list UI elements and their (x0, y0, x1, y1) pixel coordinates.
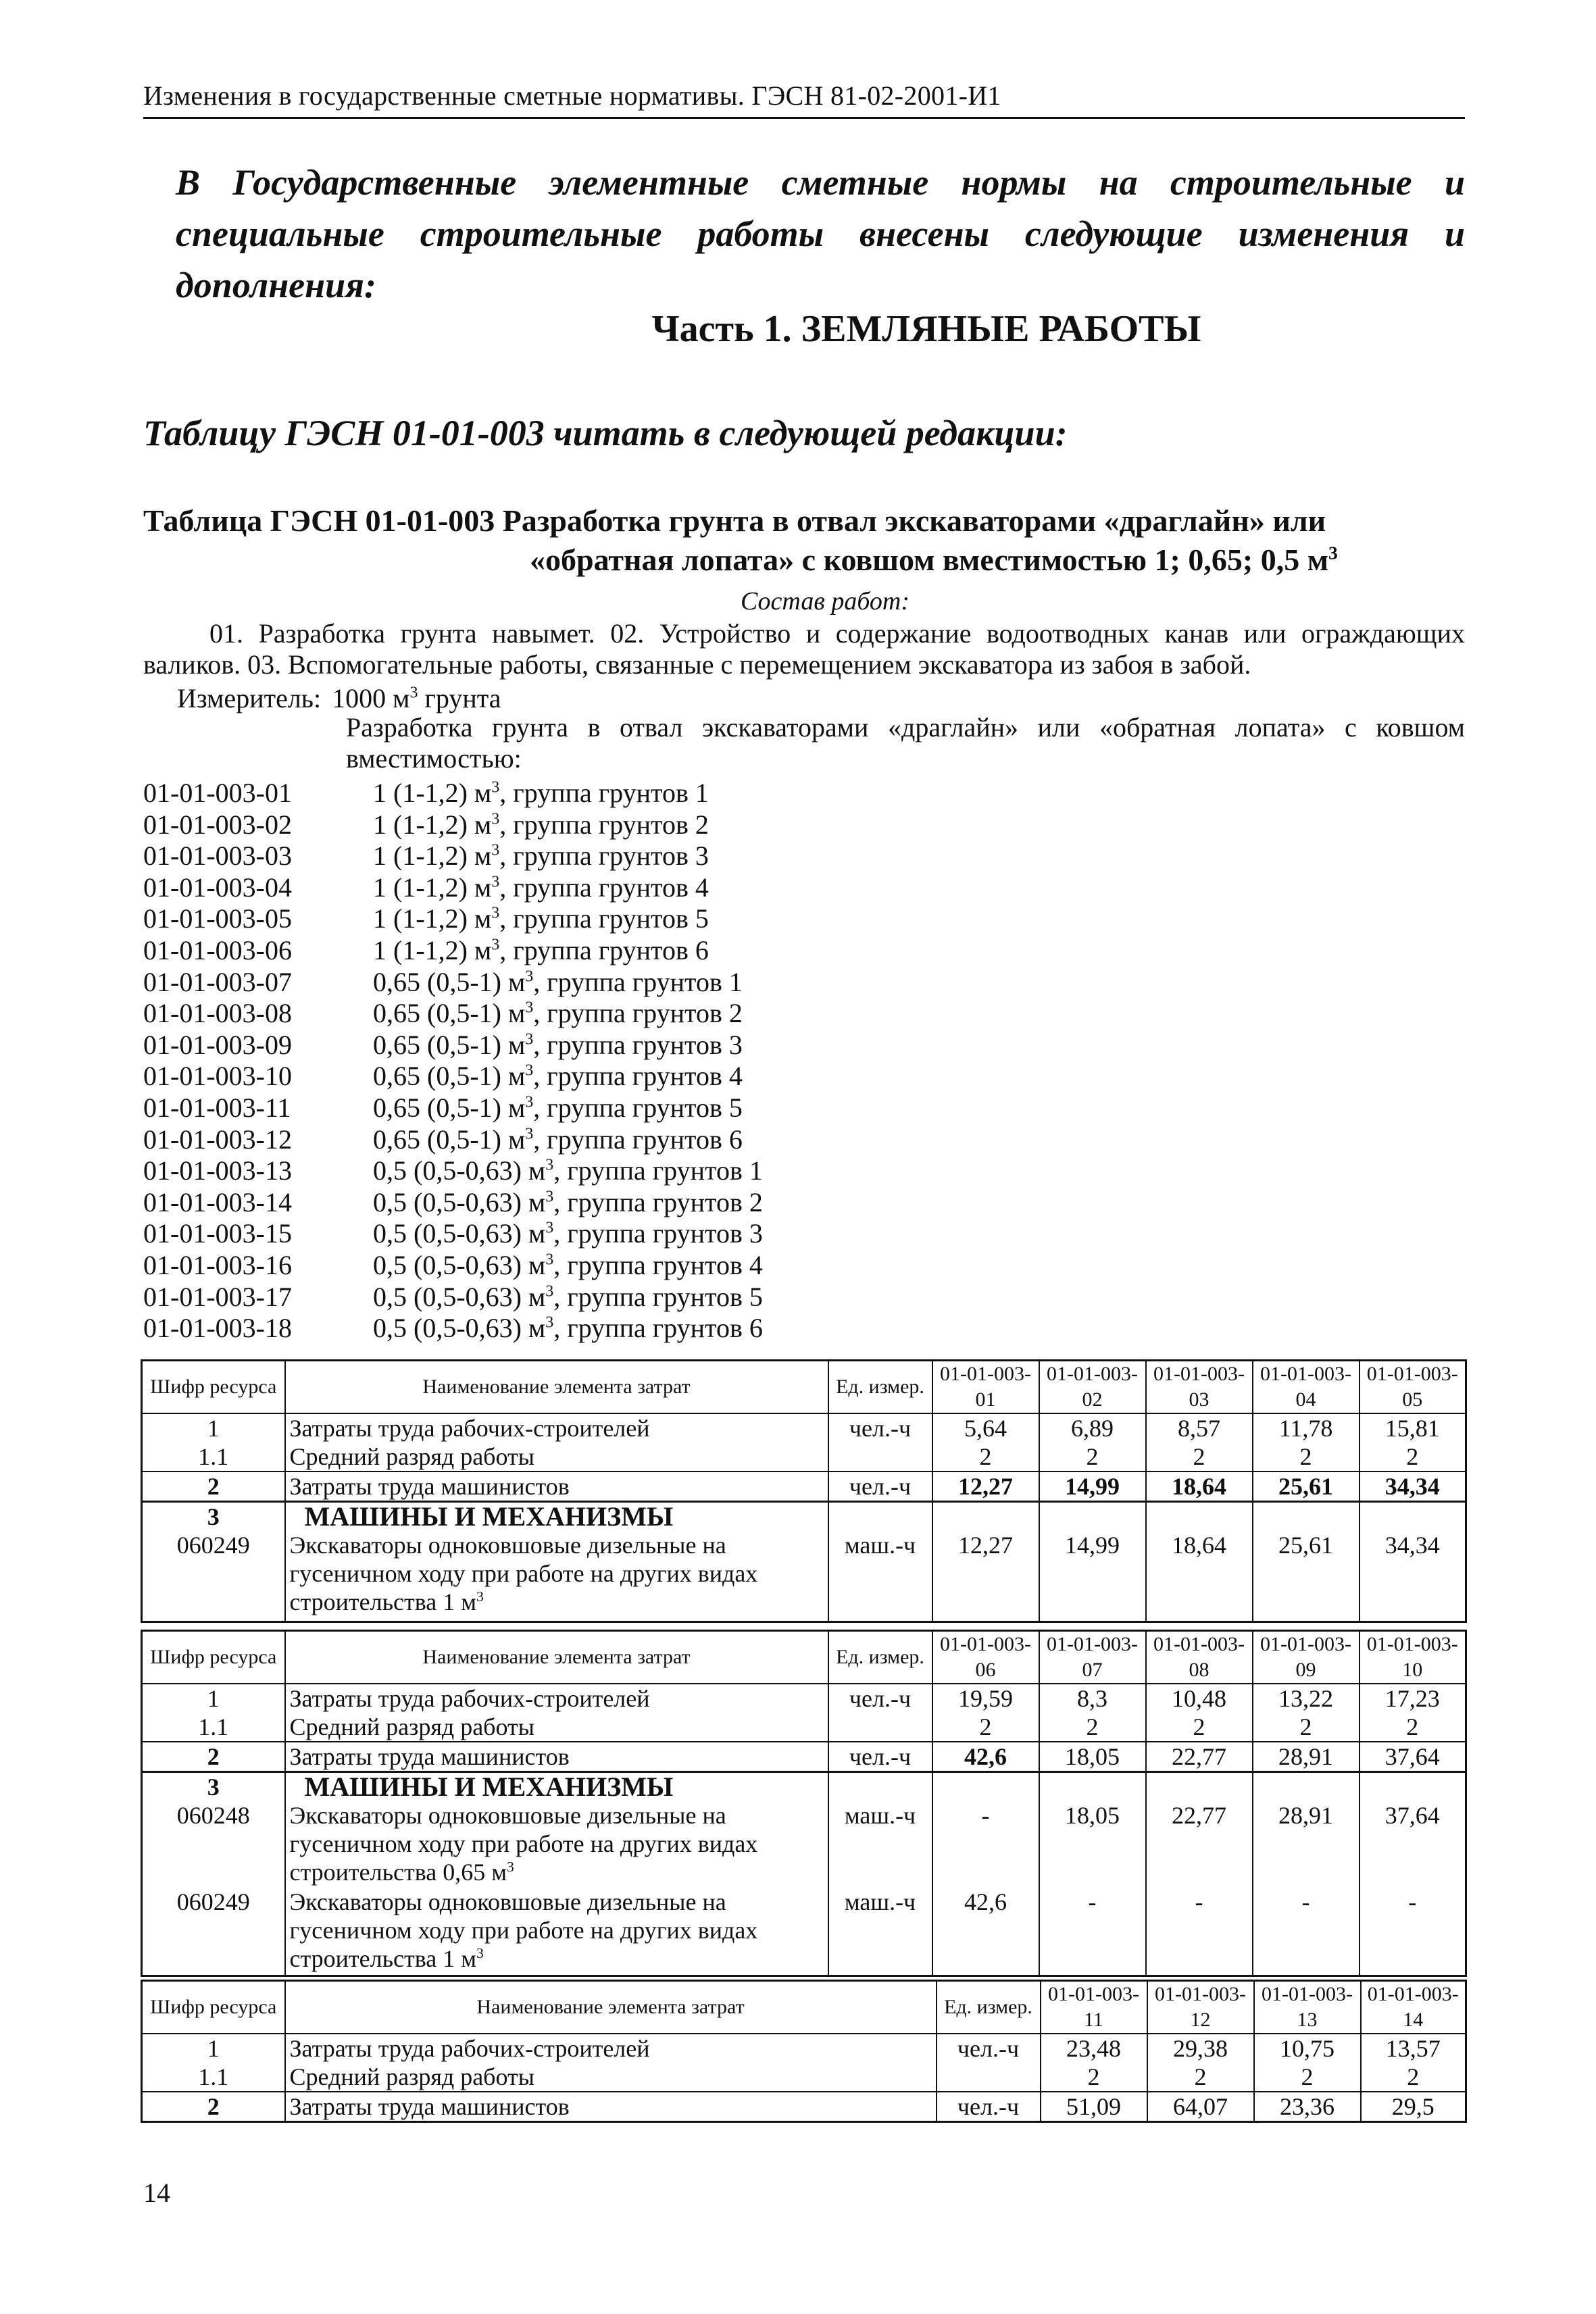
header-col: 01-01-003-11 (1041, 1981, 1147, 2034)
header-col: 01-01-003-02 (1039, 1361, 1146, 1414)
header-code: Шифр ресурса (142, 1631, 285, 1684)
table-header-row (142, 1361, 1466, 1414)
intro-paragraph: В Государственные элементные сметные нормы на строительные и специальные строительные работы внесены следующие изменения и дополнения: (176, 162, 1465, 305)
cost-table-3 (141, 1980, 1467, 2123)
list-item: 01-01-003-07 0,65 (0,5-1) $м^3$, группа грунтов 1 (143, 966, 743, 997)
measure-label: Измеритель: (177, 683, 322, 713)
header-name: Наименование элемента затрат (285, 1631, 828, 1684)
list-item: 01-01-003-18 0,5 (0,5-0,63) $м^3$, группа грунтов 6 (143, 1313, 763, 1344)
table-header-row (142, 1981, 1466, 2034)
table-row: 060249 Экскаваторы одноковшовые дизельные на гусеничном ходу при работе на других видах строительства 1 $м^3$ маш.-ч 42,6 - - - - (142, 1888, 1466, 1976)
header-col: 01-01-003-08 (1146, 1631, 1253, 1684)
table-title-line1: Таблица ГЭСН 01-01-003 Разработка грунта в отвал экскаваторами «драглайн» или (143, 503, 1326, 538)
list-item: 01-01-003-05 1 (1-1,2) $м^3$, группа грунтов 5 (143, 903, 709, 934)
work-composition-title: Состав работ: (740, 587, 910, 615)
header-col: 01-01-003-09 (1253, 1631, 1360, 1684)
list-item: 01-01-003-10 0,65 (0,5-1) $м^3$, группа грунтов 4 (143, 1061, 743, 1092)
table-row: 060248 Экскаваторы одноковшовые дизельные на гусеничном ходу при работе на других видах строительства 0,65 $м^3$ маш.-ч - 18,05 22,77 28,91 37,64 (142, 1801, 1466, 1888)
list-item: 01-01-003-08 0,65 (0,5-1) $м^3$, группа грунтов 2 (143, 998, 743, 1029)
edit-note: Таблицу ГЭСН 01-01-003 читать в следующей редакции: (143, 413, 1068, 453)
table-row: 1.1 Средний разряд работы 2 2 2 2 (142, 2063, 1466, 2092)
header-col: 01-01-003-05 (1360, 1361, 1466, 1414)
header-unit: Ед. измер. (828, 1361, 932, 1414)
table-row: 1.1 Средний разряд работы 2 2 2 2 2 (142, 1713, 1466, 1742)
part-title: Часть 1. ЗЕМЛЯНЫЕ РАБОТЫ (651, 308, 1201, 350)
running-header: Изменения в государственные сметные нормативы. ГЭСН 81-02-2001-И1 (143, 80, 1465, 119)
header-col: 01-01-003-14 (1361, 1981, 1466, 2034)
table-row: 3 МАШИНЫ И МЕХАНИЗМЫ (142, 1772, 1466, 1802)
table-row: 1 Затраты труда рабочих-строителей чел.-ч 23,48 29,38 10,75 13,57 (142, 2034, 1466, 2063)
cost-table-2 (141, 1630, 1467, 1977)
table-title-line2: «обратная лопата» с ковшом вместимостью 1; 0,65; 0,5 $м^3$ (530, 542, 1338, 577)
list-item: 01-01-003-13 0,5 (0,5-0,63) $м^3$, группа грунтов 1 (143, 1155, 763, 1186)
header-col: 01-01-003-12 (1147, 1981, 1254, 2034)
header-col: 01-01-003-03 (1146, 1361, 1253, 1414)
table-row: 2 Затраты труда машинистов чел.-ч 42,6 18,05 22,77 28,91 37,64 (142, 1742, 1466, 1772)
header-col: 01-01-003-06 (932, 1631, 1039, 1684)
table-row: 2 Затраты труда машинистов чел.-ч 51,09 64,07 23,36 29,5 (142, 2092, 1466, 2122)
list-item: 01-01-003-15 0,5 (0,5-0,63) $м^3$, группа грунтов 3 (143, 1218, 763, 1249)
header-col: 01-01-003-07 (1039, 1631, 1146, 1684)
work-composition-text: 01. Разработка грунта навымет. 02. Устройство и содержание водоотводных канав или ограждающих валиков. 03. Вспомогательные работы, связанные с перемещением экскаватора из забоя в забой. (143, 618, 1465, 680)
measure-unit (177, 682, 501, 714)
header-col: 01-01-003-10 (1360, 1631, 1466, 1684)
header-col: 01-01-003-04 (1253, 1361, 1360, 1414)
header-code: Шифр ресурса (142, 1361, 285, 1414)
header-name: Наименование элемента затрат (285, 1981, 937, 2034)
table-row: 1.1 Средний разряд работы 2 2 2 2 2 (142, 1442, 1466, 1472)
list-item: 01-01-003-14 0,5 (0,5-0,63) $м^3$, группа грунтов 2 (143, 1186, 763, 1217)
table-row: 3 МАШИНЫ И МЕХАНИЗМЫ (142, 1502, 1466, 1532)
header-col: 01-01-003-13 (1254, 1981, 1361, 2034)
header-col: 01-01-003-01 (932, 1361, 1039, 1414)
list-item: 01-01-003-06 1 (1-1,2) $м^3$, группа грунтов 6 (143, 934, 709, 965)
list-item: 01-01-003-02 1 (1-1,2) $м^3$, группа грунтов 2 (143, 809, 709, 840)
list-item: 01-01-003-12 0,65 (0,5-1) $м^3$, группа грунтов 6 (143, 1124, 743, 1155)
header-unit: Ед. измер. (828, 1631, 932, 1684)
table-header-row (142, 1631, 1466, 1684)
list-item: 01-01-003-17 0,5 (0,5-0,63) $м^3$, группа грунтов 5 (143, 1281, 763, 1312)
list-item: 01-01-003-11 0,65 (0,5-1) $м^3$, группа грунтов 5 (143, 1092, 743, 1123)
list-item: 01-01-003-03 1 (1-1,2) $м^3$, группа грунтов 3 (143, 840, 709, 872)
table-row: 2 Затраты труда машинистов чел.-ч 12,27 14,99 18,64 25,61 34,34 (142, 1472, 1466, 1502)
list-item: 01-01-003-16 0,5 (0,5-0,63) $м^3$, группа грунтов 4 (143, 1249, 763, 1280)
norm-item-list (143, 777, 887, 1344)
table-row: 1 Затраты труда рабочих-строителей чел.-ч 19,59 8,3 10,48 13,22 17,23 (142, 1684, 1466, 1713)
page-number: 14 (143, 2178, 170, 2208)
table-row: 1 Затраты труда рабочих-строителей чел.-ч 5,64 6,89 8,57 11,78 15,81 (142, 1413, 1466, 1442)
measure-value: 1000 $м^3$ грунта (332, 683, 501, 713)
header-name: Наименование элемента затрат (285, 1361, 828, 1414)
list-item: 01-01-003-01 1 (1-1,2) $м^3$, группа грунтов 1 (143, 778, 709, 808)
table-title (143, 501, 1465, 580)
norm-description: Разработка грунта в отвал экскаваторами «драглайн» или «обратная лопата» с ковшом вместимостью: (346, 712, 1465, 774)
list-item: 01-01-003-04 1 (1-1,2) $м^3$, группа грунтов 4 (143, 872, 709, 903)
table-row: 060249 Экскаваторы одноковшовые дизельные на гусеничном ходу при работе на других видах строительства 1 $м^3$ маш.-ч 12,27 14,99 18,64 25,61 34,34 (142, 1531, 1466, 1621)
header-code: Шифр ресурса (142, 1981, 285, 2034)
header-unit: Ед. измер. (937, 1981, 1041, 2034)
cost-table-1 (141, 1359, 1467, 1623)
list-item: 01-01-003-09 0,65 (0,5-1) $м^3$, группа грунтов 3 (143, 1029, 743, 1060)
